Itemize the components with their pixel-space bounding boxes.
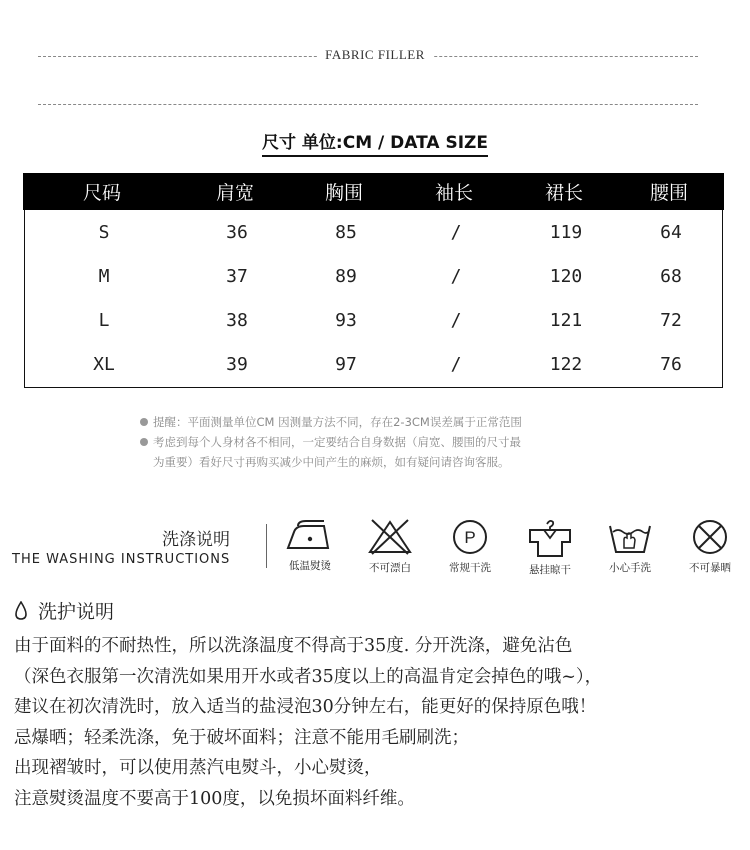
cell-size: M — [98, 266, 110, 287]
bullet-icon — [140, 438, 148, 446]
cell-bust: 85 — [335, 222, 357, 243]
fabric-label: FABRIC FILLER — [0, 47, 750, 63]
bullet-icon — [140, 418, 148, 426]
care-instructions — [14, 631, 744, 814]
care-line: 注意熨烫温度不要高于100度，以免损坏面料纤维。 — [14, 788, 415, 809]
note-body-fit-continued: 为重要）看好尺寸再购买减少中间产生的麻烦，如有疑问请咨询客服。 — [153, 455, 510, 469]
dry-clean-icon — [450, 518, 490, 556]
table-row — [25, 266, 722, 287]
cell-waist: 64 — [660, 222, 682, 243]
cell-shoulder: 39 — [226, 354, 248, 375]
care-line: （深色衣服第一次清洗如果用开水或者35度以上的高温肯定会掉色的哦~）， — [14, 666, 603, 687]
water-drop-icon — [14, 601, 28, 621]
cell-waist: 68 — [660, 266, 682, 287]
wash-symbol-dry-clean: P 常规干洗 — [432, 518, 508, 575]
cell-shoulder: 36 — [226, 222, 248, 243]
cell-skirt-length: 119 — [549, 222, 583, 243]
wash-symbol-no-sun: 不可暴晒 — [672, 518, 748, 575]
size-table-header — [23, 173, 724, 210]
note-measurement-tolerance: 提醒：平面测量单位CM 因测量方法不同，存在2-3CM误差属于正常范围 — [140, 412, 522, 432]
hang-dry-icon — [526, 518, 574, 558]
cell-size: XL — [93, 354, 115, 375]
header-shoulder: 肩宽 — [215, 182, 254, 204]
header-skirt-length: 裙长 — [544, 182, 583, 204]
header-waist: 腰围 — [649, 182, 688, 204]
low-temp-iron-icon — [284, 518, 336, 554]
no-sun-icon — [690, 518, 730, 556]
cell-skirt-length: 121 — [549, 310, 583, 331]
washing-title-en: THE WASHING INSTRUCTIONS — [12, 552, 231, 567]
cell-bust: 93 — [335, 310, 357, 331]
cell-sleeve: / — [450, 354, 462, 375]
wash-symbol-low-temp-iron: 低温熨烫 — [272, 518, 348, 573]
table-row — [25, 310, 722, 331]
no-bleach-icon — [366, 518, 414, 556]
care-line: 建议在初次清洗时，放入适当的盐浸泡30分钟左右，能更好的保持原色哦！ — [14, 697, 597, 717]
care-line: 出现褶皱时，可以使用蒸汽电熨斗，小心熨烫， — [14, 758, 382, 778]
cell-sleeve: / — [450, 222, 462, 243]
cell-bust: 97 — [335, 354, 357, 375]
size-table-title: 尺寸 单位:CM / DATA SIZE — [0, 128, 750, 157]
note-body-fit: 考虑到每个人身材各不相同，一定要结合自身数据（肩宽、腰围的尺寸最 — [140, 432, 521, 452]
table-row — [25, 222, 722, 243]
cell-waist: 76 — [660, 354, 682, 375]
cell-waist: 72 — [660, 310, 682, 331]
size-table-body — [24, 210, 723, 388]
cell-size: L — [98, 310, 110, 331]
care-line: 由于面料的不耐热性，所以洗涤温度不得高于35度. 分开洗涤，避免沾色 — [14, 636, 573, 656]
table-row — [25, 354, 722, 375]
washing-separator — [266, 524, 267, 568]
header-bust: 胸围 — [324, 182, 363, 204]
lower-dashed-divider — [38, 104, 698, 105]
wash-symbol-no-bleach: 不可漂白 — [352, 518, 428, 575]
cell-size: S — [98, 222, 110, 243]
wash-symbol-hang-dry: 悬挂晾干 — [512, 518, 588, 577]
cell-sleeve: / — [450, 266, 462, 287]
cell-bust: 89 — [335, 266, 357, 287]
cell-sleeve: / — [450, 310, 462, 331]
wash-symbol-hand-wash: 小心手洗 — [592, 518, 668, 575]
cell-skirt-length: 122 — [549, 354, 583, 375]
svg-text:P: P — [464, 528, 476, 547]
header-size: 尺码 — [82, 182, 121, 204]
cell-shoulder: 38 — [226, 310, 248, 331]
washing-title-cn: 洗涤说明 — [162, 530, 230, 550]
header-sleeve: 袖长 — [434, 182, 473, 204]
cell-skirt-length: 120 — [549, 266, 583, 287]
cell-shoulder: 37 — [226, 266, 248, 287]
care-title: 洗护说明 — [14, 597, 114, 624]
hand-wash-icon — [606, 518, 654, 556]
care-line: 忌爆晒；轻柔洗涤，免于破坏面料；注意不能用毛刷刷洗； — [14, 727, 469, 748]
